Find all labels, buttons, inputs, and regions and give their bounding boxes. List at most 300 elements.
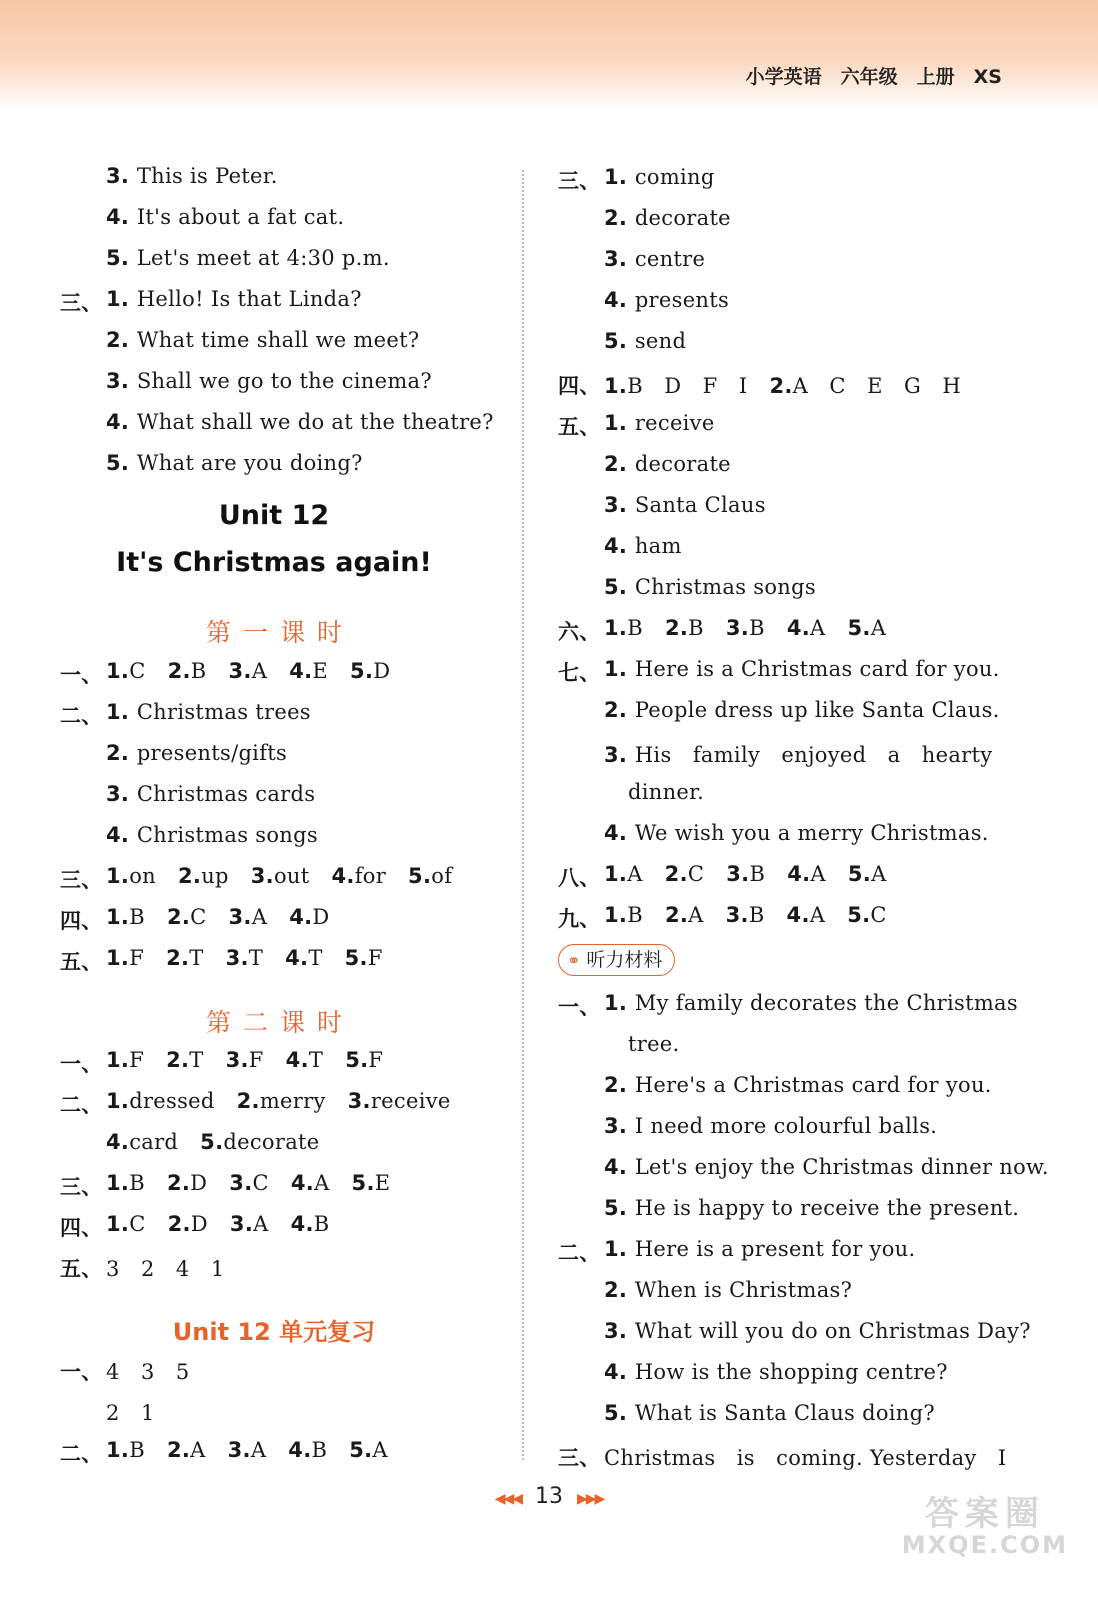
answer-text: centre xyxy=(634,247,706,271)
answer-text: This is Peter. xyxy=(136,164,278,188)
answer-value: B xyxy=(129,1171,145,1195)
answer-body xyxy=(106,782,315,806)
answer-text: We wish you a merry Christmas. xyxy=(634,821,989,845)
item-number: 4. xyxy=(331,864,355,888)
answer-value: merry xyxy=(259,1089,326,1113)
answer-value: B xyxy=(129,1438,145,1462)
item-number: 4. xyxy=(285,1048,309,1072)
answer-choice xyxy=(847,903,887,927)
answer-text: decorate xyxy=(634,206,731,230)
answer-value: C xyxy=(687,862,705,886)
answer-body xyxy=(106,1438,410,1462)
item-number: 1. xyxy=(106,905,130,929)
section-marker: 一、 xyxy=(60,1052,103,1076)
answer-body xyxy=(604,370,983,400)
answer-text: He is happy to receive the present. xyxy=(634,1196,1020,1220)
answer-text: My family decorates the Christmas xyxy=(634,991,1018,1015)
answer-text: presents xyxy=(634,288,730,312)
answer-text: When is Christmas? xyxy=(634,1278,853,1302)
answer-choice xyxy=(350,659,390,683)
answer-choice xyxy=(166,1048,204,1072)
answer-choice xyxy=(106,1130,178,1154)
answer-body xyxy=(604,1073,992,1097)
answer-text: His family enjoyed a hearty xyxy=(634,743,993,767)
item-number: 2. xyxy=(167,1212,191,1236)
answer-body xyxy=(604,616,908,640)
item-number: 5. xyxy=(106,451,137,475)
item-number: 1. xyxy=(106,1438,130,1462)
answer-body xyxy=(106,246,390,270)
answer-choice xyxy=(230,1212,269,1236)
answer-value: A xyxy=(870,616,887,640)
item-number: 4. xyxy=(604,821,635,845)
answer-choice xyxy=(167,1171,207,1195)
item-number: 1. xyxy=(604,991,635,1015)
column-divider xyxy=(522,170,524,1460)
answer-value: A xyxy=(190,1438,206,1462)
answer-body xyxy=(106,1397,155,1427)
answer-text: What shall we do at the theatre? xyxy=(136,410,494,434)
lesson-2-title: 第二课时 xyxy=(205,1008,354,1037)
answer-body xyxy=(106,451,363,475)
item-number: 1. xyxy=(106,1089,130,1113)
answer-body xyxy=(604,452,731,476)
answer-text: It's about a fat cat. xyxy=(136,205,345,229)
item-number: 3. xyxy=(225,946,249,970)
answer-choice xyxy=(345,946,383,970)
answer-choice xyxy=(168,1212,208,1236)
answer-body xyxy=(106,1171,412,1195)
answer-choice xyxy=(229,659,268,683)
answer-choice xyxy=(291,1212,330,1236)
item-number: 2. xyxy=(604,1278,635,1302)
item-number: 4. xyxy=(604,1360,635,1384)
next-arrows-icon: ▶▶▶ xyxy=(577,1491,604,1507)
item-number: 1. xyxy=(106,946,130,970)
section-marker: 二、 xyxy=(558,1241,601,1265)
answer-choice xyxy=(229,1171,269,1195)
answer-choice xyxy=(289,905,329,929)
answer-choice xyxy=(228,1438,267,1462)
answer-value: out xyxy=(273,864,310,888)
answer-value: F xyxy=(129,946,145,970)
item-number: 2. xyxy=(166,946,190,970)
answer-value: D xyxy=(312,905,330,929)
item-number: 1. xyxy=(106,700,137,724)
item-number: 3. xyxy=(604,1114,635,1138)
item-number: 5. xyxy=(200,1130,224,1154)
item-number: 2. xyxy=(167,659,191,683)
item-number: 3. xyxy=(726,862,750,886)
answer-choice xyxy=(665,903,704,927)
item-number: 2. xyxy=(664,616,689,640)
item-number: 1. xyxy=(604,862,628,886)
answer-choice xyxy=(726,903,765,927)
answer-choice xyxy=(168,659,207,683)
answer-choice xyxy=(726,616,765,640)
answer-text: What is Santa Claus doing? xyxy=(634,1401,935,1425)
item-number: 2. xyxy=(166,1048,190,1072)
item-number: 5. xyxy=(344,946,368,970)
item-number: 2. xyxy=(166,1438,191,1462)
answer-body xyxy=(106,1356,190,1386)
answer-text: Here's a Christmas card for you. xyxy=(634,1073,992,1097)
answer-value: A xyxy=(253,1212,269,1236)
answer-text: Hello! Is that Linda? xyxy=(136,287,362,311)
section-marker: 二、 xyxy=(60,704,103,728)
answer-value: F xyxy=(248,1048,264,1072)
answer-choice xyxy=(604,862,643,886)
answer-choice xyxy=(106,1089,215,1113)
answer-text: 2 1 xyxy=(106,1401,155,1425)
answer-text: Christmas songs xyxy=(634,575,816,599)
listening-label-text: 听力材料 xyxy=(586,949,663,971)
answer-body xyxy=(604,329,686,353)
section-marker: 三、 xyxy=(558,169,601,193)
answer-body xyxy=(106,659,412,683)
page-number: 13 xyxy=(535,1484,563,1509)
answer-text: tree. xyxy=(628,1032,680,1056)
item-number: 2. xyxy=(106,328,137,352)
answer-text: Santa Claus xyxy=(634,493,766,517)
answer-choice xyxy=(352,1171,391,1195)
item-number: 1. xyxy=(106,1171,130,1195)
answer-body xyxy=(106,1212,352,1236)
answer-body xyxy=(106,410,494,434)
answer-choice xyxy=(288,1438,327,1462)
answer-body xyxy=(106,905,352,929)
answer-choice xyxy=(106,864,156,888)
answer-body xyxy=(628,1032,680,1056)
answer-choice xyxy=(291,1171,330,1195)
item-number: 3. xyxy=(604,247,635,271)
answer-body xyxy=(106,1089,473,1113)
answer-choice xyxy=(167,905,207,929)
item-number: 3. xyxy=(347,1089,371,1113)
item-number: 4. xyxy=(290,1171,315,1195)
item-number: 3. xyxy=(228,659,252,683)
answer-value: B xyxy=(190,659,207,683)
item-number: 1. xyxy=(106,1212,130,1236)
answer-body xyxy=(604,1237,915,1261)
answer-value: A xyxy=(627,862,643,886)
answer-body xyxy=(604,411,715,435)
answer-choice xyxy=(229,905,268,929)
answer-value: C xyxy=(252,1171,269,1195)
item-number: 4. xyxy=(604,1155,635,1179)
answer-body xyxy=(604,1442,1007,1472)
answer-body xyxy=(604,288,729,312)
item-number: 3. xyxy=(228,905,252,929)
answer-value: B xyxy=(688,616,704,640)
answer-body xyxy=(604,903,909,927)
answer-body xyxy=(106,864,474,888)
answer-choice xyxy=(226,1048,264,1072)
prev-arrows-icon: ◀◀◀ xyxy=(494,1491,521,1507)
answer-value: B xyxy=(749,616,765,640)
item-number: 4. xyxy=(106,205,137,229)
item-number: 1. xyxy=(106,659,130,683)
section-marker: 一、 xyxy=(558,995,601,1019)
answer-text: Christmas trees xyxy=(136,700,311,724)
item-number: 4. xyxy=(604,534,635,558)
answer-choice xyxy=(787,616,826,640)
answer-choice xyxy=(106,946,144,970)
answer-choice xyxy=(106,905,145,929)
answer-value: E xyxy=(312,659,329,683)
item-number: 4. xyxy=(290,1212,314,1236)
answer-text: Here is a present for you. xyxy=(634,1237,916,1261)
answer-value: A xyxy=(810,616,826,640)
section-marker: 三、 xyxy=(60,1175,103,1199)
item-number: 4. xyxy=(285,946,309,970)
item-number: 1. xyxy=(604,1237,635,1261)
section-marker: 二、 xyxy=(60,1442,103,1466)
answer-choice xyxy=(665,616,704,640)
answer-choice xyxy=(331,864,386,888)
item-number: 5. xyxy=(604,1401,635,1425)
answer-choice xyxy=(787,903,826,927)
item-number: 1. xyxy=(604,411,635,435)
answer-body xyxy=(106,700,311,724)
answer-choice xyxy=(106,1048,144,1072)
answer-body xyxy=(106,946,405,970)
item-number: 1. xyxy=(106,1048,130,1072)
item-number: 2. xyxy=(604,206,635,230)
item-number: 5. xyxy=(106,246,137,270)
answer-body xyxy=(604,1319,1031,1343)
answer-text: Shall we go to the cinema? xyxy=(136,369,432,393)
answer-value: B D F I xyxy=(627,374,748,398)
answer-body xyxy=(106,741,287,765)
listening-material-label xyxy=(558,944,675,976)
answer-body xyxy=(604,247,705,271)
answer-body xyxy=(604,493,766,517)
answer-choice xyxy=(106,1438,145,1462)
answer-body xyxy=(604,1360,948,1384)
section-marker: 四、 xyxy=(60,909,103,933)
answer-value: A xyxy=(314,1171,330,1195)
section-marker: 三、 xyxy=(60,291,103,315)
answer-body xyxy=(106,823,318,847)
section-marker: 一、 xyxy=(60,1360,103,1384)
item-number: 1. xyxy=(106,864,130,888)
answer-value: A xyxy=(251,659,268,683)
section-marker: 三、 xyxy=(558,1446,601,1470)
answer-choice xyxy=(349,1438,388,1462)
answer-value: D xyxy=(190,1171,208,1195)
answer-choice xyxy=(787,862,826,886)
item-number: 4. xyxy=(604,288,635,312)
answer-choice xyxy=(345,1048,383,1072)
section-marker: 四、 xyxy=(60,1216,103,1240)
answer-value: A xyxy=(372,1438,388,1462)
answer-value: dressed xyxy=(129,1089,215,1113)
item-number: 3. xyxy=(227,1438,251,1462)
lesson-1-title: 第一课时 xyxy=(205,618,354,647)
answer-body xyxy=(106,369,432,393)
item-number: 3. xyxy=(106,782,137,806)
answer-choice xyxy=(604,370,747,400)
answer-value: card xyxy=(129,1130,179,1154)
answer-body xyxy=(604,206,731,230)
answer-choice xyxy=(106,1212,146,1236)
answer-choice xyxy=(166,946,204,970)
section-marker: 四、 xyxy=(558,374,601,398)
answer-body xyxy=(604,991,1018,1015)
section-marker: 五、 xyxy=(558,415,601,439)
item-number: 3. xyxy=(604,493,635,517)
unit-title: It's Christmas again! xyxy=(116,547,432,578)
answer-text: Christmas is coming. Yesterday I xyxy=(604,1446,1007,1470)
item-number: 2. xyxy=(664,862,688,886)
answer-value: receive xyxy=(370,1089,451,1113)
answer-value: C xyxy=(129,659,146,683)
answer-choice xyxy=(286,1048,324,1072)
item-number: 3. xyxy=(725,616,750,640)
item-number: 3. xyxy=(604,743,635,767)
answer-value: A xyxy=(810,862,826,886)
item-number: 5. xyxy=(408,864,432,888)
answer-choice xyxy=(289,659,328,683)
item-number: 5. xyxy=(847,616,871,640)
answer-body xyxy=(604,698,1000,722)
answer-choice xyxy=(167,1438,206,1462)
answer-body xyxy=(628,780,704,804)
answer-value: T xyxy=(189,946,204,970)
answer-body xyxy=(604,1401,935,1425)
answer-choice xyxy=(665,862,705,886)
answer-value: for xyxy=(354,864,387,888)
item-number: 1. xyxy=(604,165,635,189)
item-number: 1. xyxy=(604,616,628,640)
answer-choice xyxy=(178,864,229,888)
answer-text: Christmas cards xyxy=(136,782,316,806)
headphones-icon: ⚭ xyxy=(567,951,581,970)
item-number: 1. xyxy=(604,903,628,927)
answer-body xyxy=(604,534,682,558)
answer-value: A xyxy=(250,1438,267,1462)
answer-text: dinner. xyxy=(628,780,705,804)
item-number: 2. xyxy=(664,903,689,927)
answer-text: People dress up like Santa Claus. xyxy=(634,698,1000,722)
unit-number: Unit 12 xyxy=(218,500,330,531)
answer-text: What are you doing? xyxy=(136,451,363,475)
answer-choice xyxy=(106,1171,145,1195)
answer-text: I need more colourful balls. xyxy=(634,1114,938,1138)
item-number: 1. xyxy=(106,287,137,311)
section-marker: 八、 xyxy=(558,866,601,890)
answer-value: A xyxy=(688,903,704,927)
item-number: 3. xyxy=(229,1171,253,1195)
answer-text: What will you do on Christmas Day? xyxy=(634,1319,1031,1343)
answer-value: F xyxy=(129,1048,145,1072)
answer-choice xyxy=(226,946,264,970)
item-number: 5. xyxy=(604,1196,635,1220)
answer-value: up xyxy=(201,864,229,888)
item-number: 1. xyxy=(604,657,635,681)
answer-text: 3 2 4 1 xyxy=(106,1257,225,1281)
answer-value: A xyxy=(871,862,887,886)
answer-value: A xyxy=(251,905,268,929)
item-number: 4. xyxy=(106,410,137,434)
answer-value: T xyxy=(308,946,323,970)
answer-choice xyxy=(769,370,961,400)
answer-text: What time shall we meet? xyxy=(136,328,420,352)
answer-text: Christmas songs xyxy=(136,823,318,847)
item-number: 2. xyxy=(604,698,635,722)
answer-value: F xyxy=(367,946,383,970)
answer-choice xyxy=(726,862,765,886)
answer-text: Let's meet at 4:30 p.m. xyxy=(136,246,390,270)
answer-value: D xyxy=(190,1212,208,1236)
section-marker: 九、 xyxy=(558,907,601,931)
item-number: 4. xyxy=(106,823,137,847)
watermark-logo: 答案圈 MXQE.COM xyxy=(901,1494,1068,1559)
answer-value: F xyxy=(368,1048,384,1072)
answer-body xyxy=(604,1196,1019,1220)
item-number: 5. xyxy=(604,329,635,353)
answer-body xyxy=(604,1155,1049,1179)
answer-choice xyxy=(106,659,146,683)
item-number: 2. xyxy=(769,374,793,398)
item-number: 3. xyxy=(604,1319,635,1343)
item-number: 2. xyxy=(166,1171,191,1195)
section-marker: 五、 xyxy=(60,1257,103,1281)
answer-body xyxy=(106,328,419,352)
item-number: 2. xyxy=(106,741,137,765)
answer-text: receive xyxy=(634,411,715,435)
answer-body xyxy=(604,739,992,769)
answer-value: decorate xyxy=(223,1130,320,1154)
answer-body xyxy=(604,821,989,845)
answer-choice xyxy=(604,616,643,640)
item-number: 3. xyxy=(725,903,749,927)
item-number: 3. xyxy=(250,864,274,888)
answer-body xyxy=(604,165,715,189)
answer-choice xyxy=(847,616,886,640)
answer-value: A xyxy=(809,903,826,927)
answer-value: D xyxy=(373,659,391,683)
item-number: 5. xyxy=(349,1438,373,1462)
item-number: 5. xyxy=(604,575,635,599)
answer-choice xyxy=(604,903,643,927)
answer-text: decorate xyxy=(634,452,731,476)
item-number: 5. xyxy=(847,862,872,886)
answer-choice xyxy=(408,864,452,888)
item-number: 3. xyxy=(225,1048,249,1072)
answer-value: B xyxy=(749,862,766,886)
answer-value: A C E G H xyxy=(792,374,962,398)
answer-body xyxy=(106,287,362,311)
answer-body xyxy=(604,657,1000,681)
item-number: 1. xyxy=(604,374,628,398)
answer-text: coming xyxy=(634,165,715,189)
item-number: 4. xyxy=(786,616,811,640)
answer-value: B xyxy=(313,1212,330,1236)
item-number: 3. xyxy=(229,1212,254,1236)
answer-body xyxy=(106,1130,341,1154)
answer-value: B xyxy=(311,1438,328,1462)
answer-value: on xyxy=(129,864,156,888)
answer-value: B xyxy=(627,903,643,927)
section-marker: 七、 xyxy=(558,661,601,685)
section-marker: 二、 xyxy=(60,1093,103,1117)
item-number: 2. xyxy=(236,1089,260,1113)
answer-text: Let's enjoy the Christmas dinner now. xyxy=(634,1155,1049,1179)
answer-value: B xyxy=(627,616,643,640)
answer-body xyxy=(106,1253,225,1283)
